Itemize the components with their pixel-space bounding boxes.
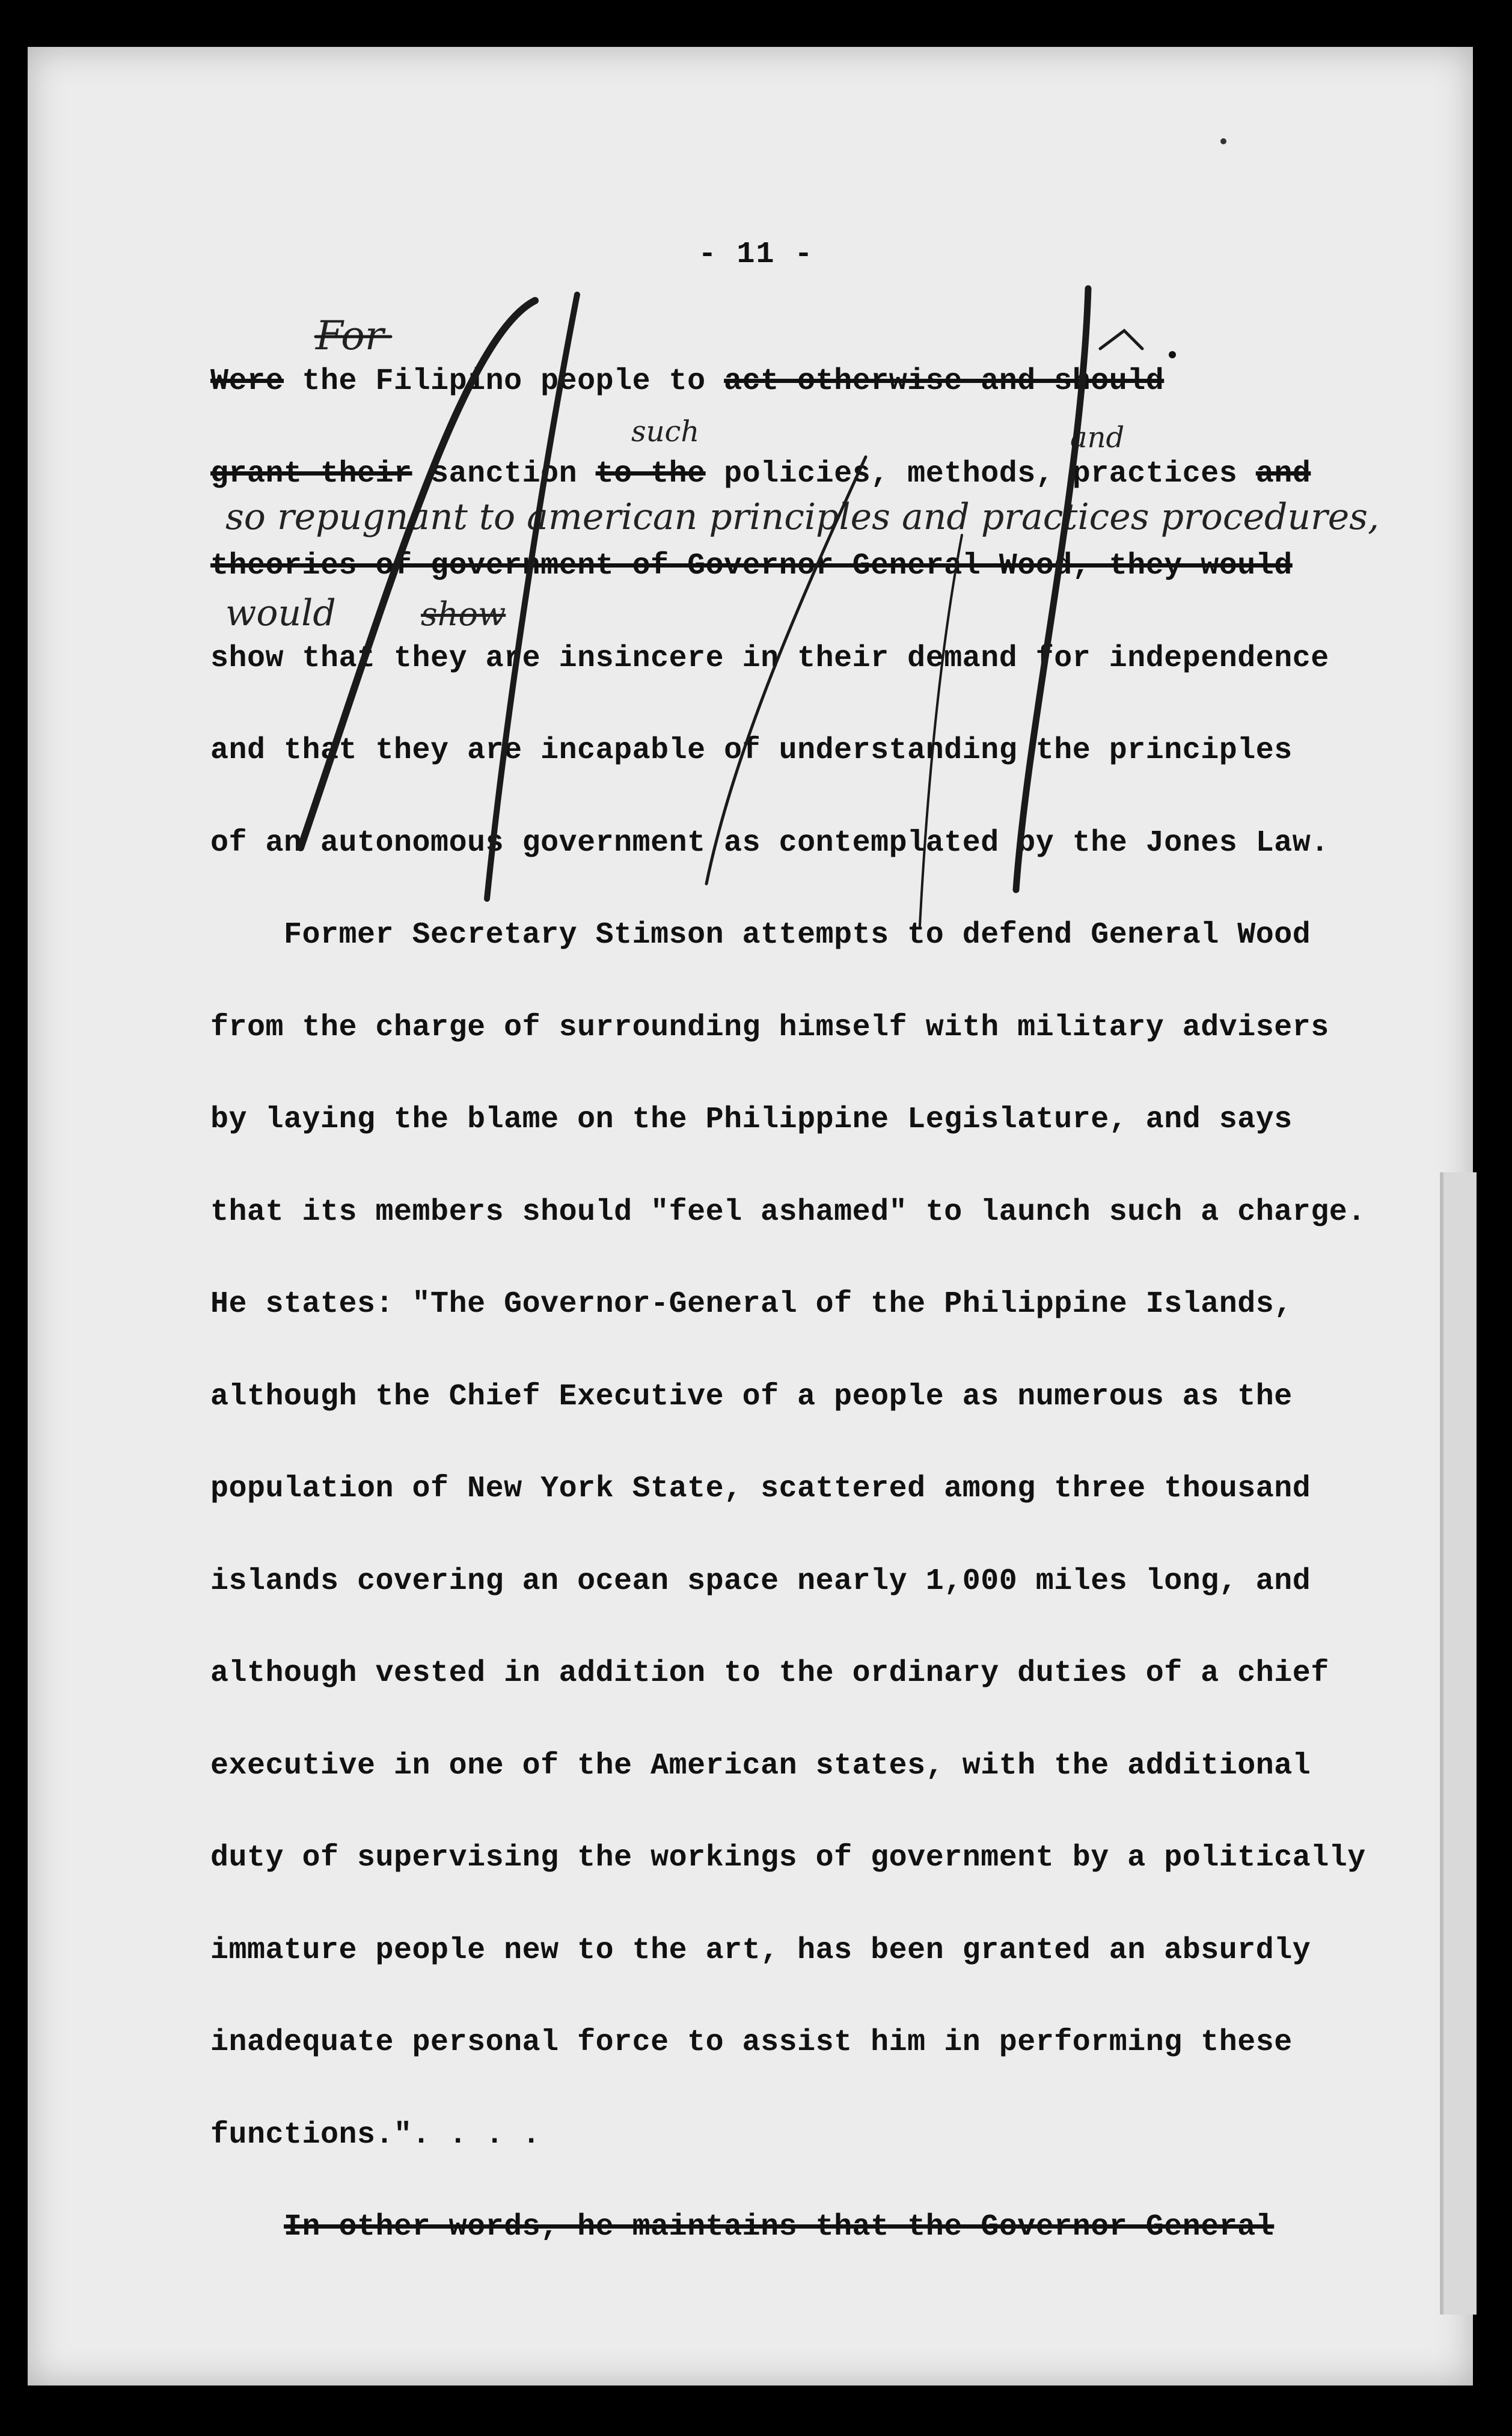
next-page-edge (1440, 1172, 1477, 2315)
struck-text: In other words, he maintains that the Governor-General (284, 2210, 1275, 2244)
text-line (210, 1278, 1383, 1370)
text-segment: by laying the blame on the Philippine Legislature, and says (210, 1103, 1293, 1137)
text-line (210, 1647, 1383, 1739)
text-line (210, 816, 1383, 909)
text-line (210, 355, 1383, 447)
text-line (210, 1924, 1383, 2016)
text-segment: of an autonomous government as contemplated by the Jones Law. (210, 825, 1329, 860)
text-line (210, 1001, 1383, 1094)
text-line (210, 539, 1383, 632)
text-line (210, 2016, 1383, 2108)
text-segment: executive in one of the American states, with the additional (210, 1748, 1311, 1783)
text-segment: policies, methods, practices (705, 456, 1256, 491)
text-segment: duty of supervising the workings of government by a politically (210, 1841, 1366, 1875)
text-segment: and that they are incapable of understanding the principles (210, 733, 1293, 768)
text-line (210, 632, 1383, 724)
text-line (210, 908, 1383, 1001)
text-segment: He states: "The Governor-General of the Philippine Islands, (210, 1287, 1293, 1321)
text-segment: population of New York State, scattered among three thousand (210, 1472, 1311, 1506)
handwritten-and: and (1070, 421, 1125, 454)
text-line (210, 1831, 1383, 1924)
text-segment: sanction (412, 456, 596, 491)
text-segment: the Filipino people to (284, 364, 724, 399)
text-line (210, 2200, 1383, 2293)
typed-text-body (210, 355, 1383, 2293)
text-line (210, 2108, 1383, 2201)
handwritten-for: For (316, 313, 384, 359)
text-segment: immature people new to the art, has been granted an absurdly (210, 1933, 1311, 1968)
text-line (210, 1739, 1383, 1832)
text-segment (210, 2210, 284, 2244)
struck-text: theories of government of Governor-General Wood, they would (210, 549, 1293, 583)
page-number: - 11 - (698, 237, 814, 272)
text-segment: from the charge of surrounding himself with military advisers (210, 1010, 1329, 1045)
text-segment: although the Chief Executive of a people as numerous as the (210, 1379, 1293, 1414)
handwritten-show-struck: show (421, 595, 506, 633)
text-line (210, 1462, 1383, 1555)
struck-text: grant their (210, 456, 412, 491)
text-segment: Former Secretary Stimson attempts to defend General Wood (210, 918, 1311, 952)
struck-text: to the (595, 456, 706, 491)
struck-text: and (1255, 456, 1311, 491)
handwritten-would: would (225, 592, 336, 634)
text-line (210, 724, 1383, 816)
text-segment: that its members should "feel ashamed" to launch such a charge. (210, 1195, 1366, 1229)
text-segment: inadequate personal force to assist him in performing these (210, 2025, 1293, 2060)
text-segment: functions.". . . . (210, 2117, 541, 2152)
handwritten-insertion-repugnant: so repugnant to american principles and practices procedures, (225, 496, 1380, 538)
struck-text: Were (210, 364, 284, 399)
text-segment: although vested in addition to the ordinary duties of a chief (210, 1656, 1329, 1691)
text-line (210, 1093, 1383, 1186)
text-segment: islands covering an ocean space nearly 1,000 miles long, and (210, 1564, 1311, 1599)
text-segment: show that they are insincere in their demand for independence (210, 641, 1329, 676)
text-line (210, 1186, 1383, 1278)
handwritten-such: such (631, 415, 700, 448)
text-line (210, 1370, 1383, 1463)
text-line (210, 1555, 1383, 1647)
struck-text: act otherwise and should (724, 364, 1165, 399)
